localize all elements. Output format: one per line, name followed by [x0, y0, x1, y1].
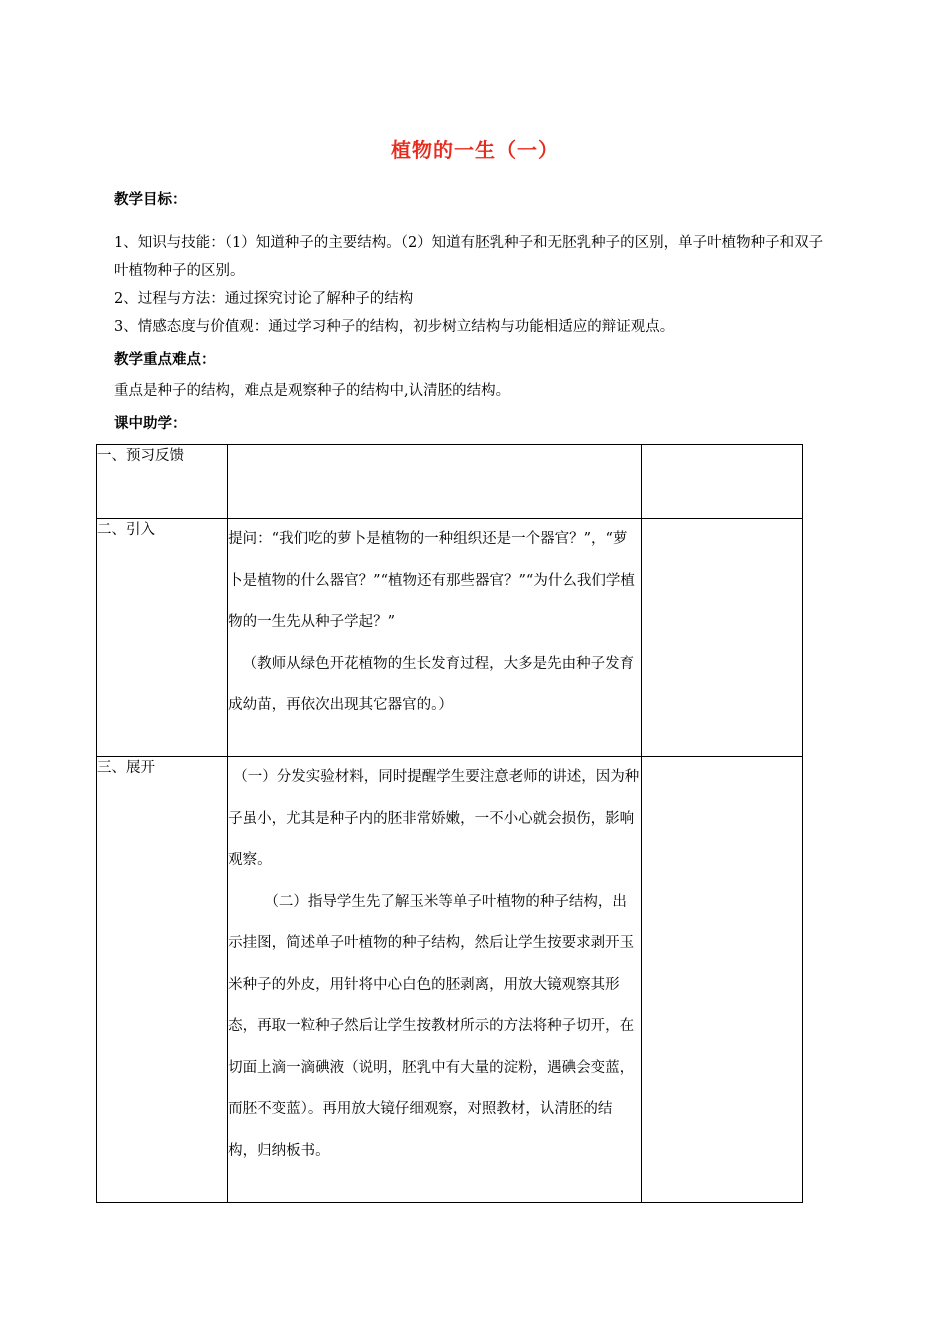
develop-step-2: （二）指导学生先了解玉米等单子叶植物的种子结构，出示挂图，简述单子叶植物的种子结构，然后让学生按要求剥开玉米种子的外皮，用针将中心白色的胚剥离，用放大镜观察其形态，再取一粒种子然后让学生按教材所示的方法将种子切开，在切面上滴一滴碘液（说明，胚乳中有大量的淀粉，遇碘会变蓝，而胚不变蓝）。再用放大镜仔细观察，对照教材，认清胚的结构，归纳板书。 [228, 893, 635, 1159]
objective-item-1: 1、知识与技能：（1）知道种子的主要结构。（2）知道有胚乳种子和无胚乳种子的区别，单子叶植物种子和双子叶植物种子的区别。 [114, 235, 824, 279]
develop-step-1: （一）分发实验材料，同时提醒学生要注意老师的讲述，因为种子虽小，尤其是种子内的胚非常娇嫩，一不小心就会损伤，影响观察。 [228, 769, 640, 868]
table-row [97, 445, 803, 519]
note-cell [641, 519, 802, 757]
stage-cell: 三、展开 [97, 757, 228, 1203]
content-cell [228, 445, 642, 519]
key-points-text: 重点是种子的结构，难点是观察种子的结构中,认清胚的结构。 [114, 383, 511, 399]
table-row [97, 519, 803, 757]
note-cell [641, 757, 802, 1203]
in-class-heading: 课中助学： [114, 416, 187, 432]
lesson-table [96, 444, 803, 1203]
content-cell [228, 519, 642, 757]
intro-explanation: （教师从绿色开花植物的生长发育过程，大多是先由种子发育成幼苗，再依次出现其它器官的。） [228, 655, 635, 713]
objective-item-3: 3、情感态度与价值观：通过学习种子的结构，初步树立结构与功能相适应的辩证观点。 [114, 319, 675, 335]
stage-cell: 二、引入 [97, 519, 228, 757]
intro-question: 提问：“我们吃的萝卜是植物的一种组织还是一个器官？”，“萝卜是植物的什么器官？”“植物还有那些器官？”“为什么我们学植物的一生先从种子学起？” [228, 531, 635, 630]
page-title: 植物的一生（一） [391, 138, 559, 162]
key-points-heading: 教学重点难点： [114, 352, 216, 368]
table-row [97, 757, 803, 1203]
note-cell [641, 445, 802, 519]
objective-item-2: 2、过程与方法：通过探究讨论了解种子的结构 [114, 291, 414, 307]
stage-cell: 一、预习反馈 [97, 445, 228, 519]
content-cell [228, 757, 642, 1203]
objectives-heading: 教学目标： [114, 192, 187, 208]
